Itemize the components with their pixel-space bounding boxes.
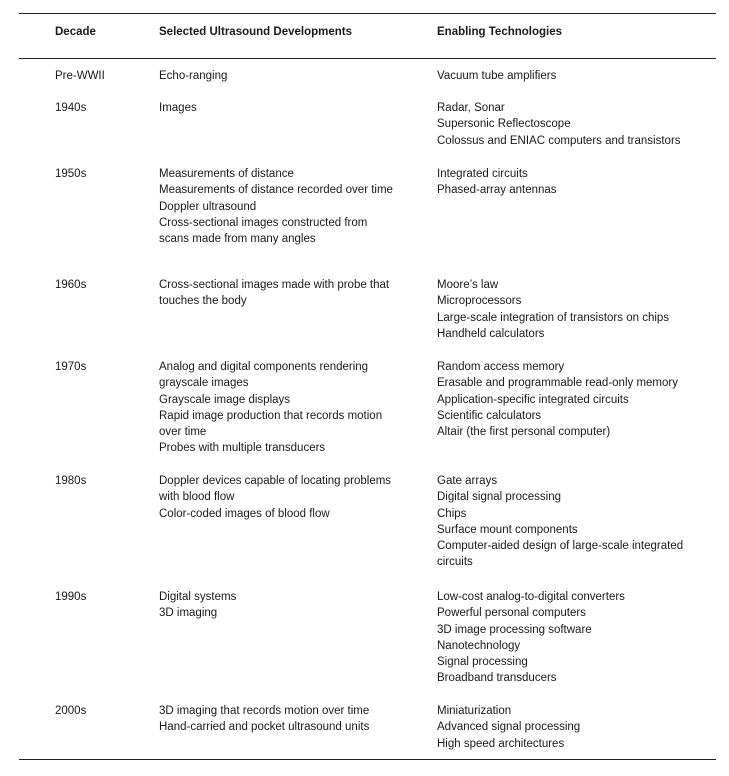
table-cell-decade xyxy=(55,473,150,489)
technology-item: Low-cost analog-to-digital converters xyxy=(437,591,625,603)
technology-item: Gate arrays xyxy=(437,475,498,487)
table-cell-technologies xyxy=(437,359,712,440)
technology-item: Integrated circuits xyxy=(437,168,528,180)
development-item: Rapid image production that records motion over time xyxy=(159,409,383,439)
table-cell-technologies xyxy=(437,473,712,571)
development-item: Measurements of distance recorded over time xyxy=(159,184,393,197)
table-cell-technologies xyxy=(437,703,712,752)
table-cell-decade xyxy=(55,359,150,375)
technology-item: Signal processing xyxy=(437,656,528,669)
technology-item: Chips xyxy=(437,507,467,520)
table-cell-developments xyxy=(159,68,399,84)
technology-item: Supersonic Reflectoscope xyxy=(437,118,571,131)
technology-item: Vacuum tube amplifiers xyxy=(437,70,557,82)
development-item: Analog and digital components rendering grayscale images xyxy=(159,361,369,390)
technology-item: Colossus and ENIAC computers and transistors xyxy=(437,134,681,147)
technology-item: Large-scale integration of transistors on chips xyxy=(437,311,670,324)
table-cell-technologies xyxy=(437,100,712,149)
technology-item: Handheld calculators xyxy=(437,327,545,340)
table-cell-developments xyxy=(159,166,399,247)
technology-item: Moore’s law xyxy=(437,279,499,291)
technology-item: Miniaturization xyxy=(437,705,512,717)
technology-item: Radar, Sonar xyxy=(437,102,505,114)
table-header-rule xyxy=(19,58,716,59)
technology-item: Digital signal processing xyxy=(437,491,562,504)
header-developments: Selected Ultrasound Developments xyxy=(159,26,352,38)
technology-item: Altair (the first personal computer) xyxy=(437,426,611,439)
development-item: Digital systems xyxy=(159,591,237,603)
decade-label: 1950s xyxy=(55,168,87,180)
technology-item: 3D image processing software xyxy=(437,623,592,636)
table-cell-decade xyxy=(55,100,150,116)
table-cell-developments xyxy=(159,703,399,736)
decade-label: 1970s xyxy=(55,361,87,373)
technology-item: High speed architectures xyxy=(437,737,565,750)
development-item: Hand-carried and pocket ultrasound units xyxy=(159,721,370,734)
table-cell-decade xyxy=(55,166,150,182)
table-cell-technologies xyxy=(437,68,712,84)
table-cell-developments xyxy=(159,359,399,457)
development-item: Doppler devices capable of locating problems with blood flow xyxy=(159,475,392,504)
decade-label: 2000s xyxy=(55,705,87,717)
technology-item: Computer-aided design of large-scale integrated circuits xyxy=(437,540,684,569)
decade-label: 1960s xyxy=(55,279,87,291)
development-item: Doppler ultrasound xyxy=(159,200,257,213)
table-cell-developments xyxy=(159,589,399,622)
decade-label: Pre-WWII xyxy=(55,70,105,82)
technology-item: Nanotechnology xyxy=(437,639,521,652)
development-item: Color-coded images of blood flow xyxy=(159,507,330,520)
table-cell-technologies xyxy=(437,166,712,199)
development-item: Cross-sectional images constructed from scans made from many angles xyxy=(159,216,368,246)
table-top-rule xyxy=(19,13,716,14)
development-item: Measurements of distance xyxy=(159,168,294,180)
table-cell-developments xyxy=(159,277,399,310)
development-item: Probes with multiple transducers xyxy=(159,442,326,455)
table-cell-decade xyxy=(55,703,150,719)
table-cell-decade xyxy=(55,589,150,605)
development-item: Images xyxy=(159,102,197,114)
table-bottom-rule xyxy=(19,759,716,760)
development-item: 3D imaging that records motion over time xyxy=(159,705,370,717)
development-item: 3D imaging xyxy=(159,607,218,620)
decade-label: 1940s xyxy=(55,102,87,114)
technology-item: Powerful personal computers xyxy=(437,607,586,620)
table-cell-developments xyxy=(159,100,399,116)
header-technologies: Enabling Technologies xyxy=(437,26,563,38)
technology-item: Broadband transducers xyxy=(437,672,557,685)
technology-item: Application-specific integrated circuits xyxy=(437,393,629,406)
technology-item: Microprocessors xyxy=(437,295,522,308)
development-item: Cross-sectional images made with probe that touches the body xyxy=(159,279,390,308)
table-cell-technologies xyxy=(437,277,712,342)
header-decade: Decade xyxy=(55,26,96,38)
table-cell-developments xyxy=(159,473,399,522)
development-item: Grayscale image displays xyxy=(159,393,291,406)
technology-item: Erasable and programmable read-only memory xyxy=(437,377,678,390)
decade-label: 1990s xyxy=(55,591,87,603)
technology-item: Scientific calculators xyxy=(437,409,542,422)
technology-item: Random access memory xyxy=(437,361,565,373)
table-cell-decade xyxy=(55,68,150,84)
decade-label: 1980s xyxy=(55,475,87,487)
development-item: Echo-ranging xyxy=(159,70,228,82)
table-cell-technologies xyxy=(437,589,712,687)
technology-item: Advanced signal processing xyxy=(437,721,581,734)
table-cell-decade xyxy=(55,277,150,293)
technology-item: Surface mount components xyxy=(437,523,578,536)
technology-item: Phased-array antennas xyxy=(437,184,557,197)
